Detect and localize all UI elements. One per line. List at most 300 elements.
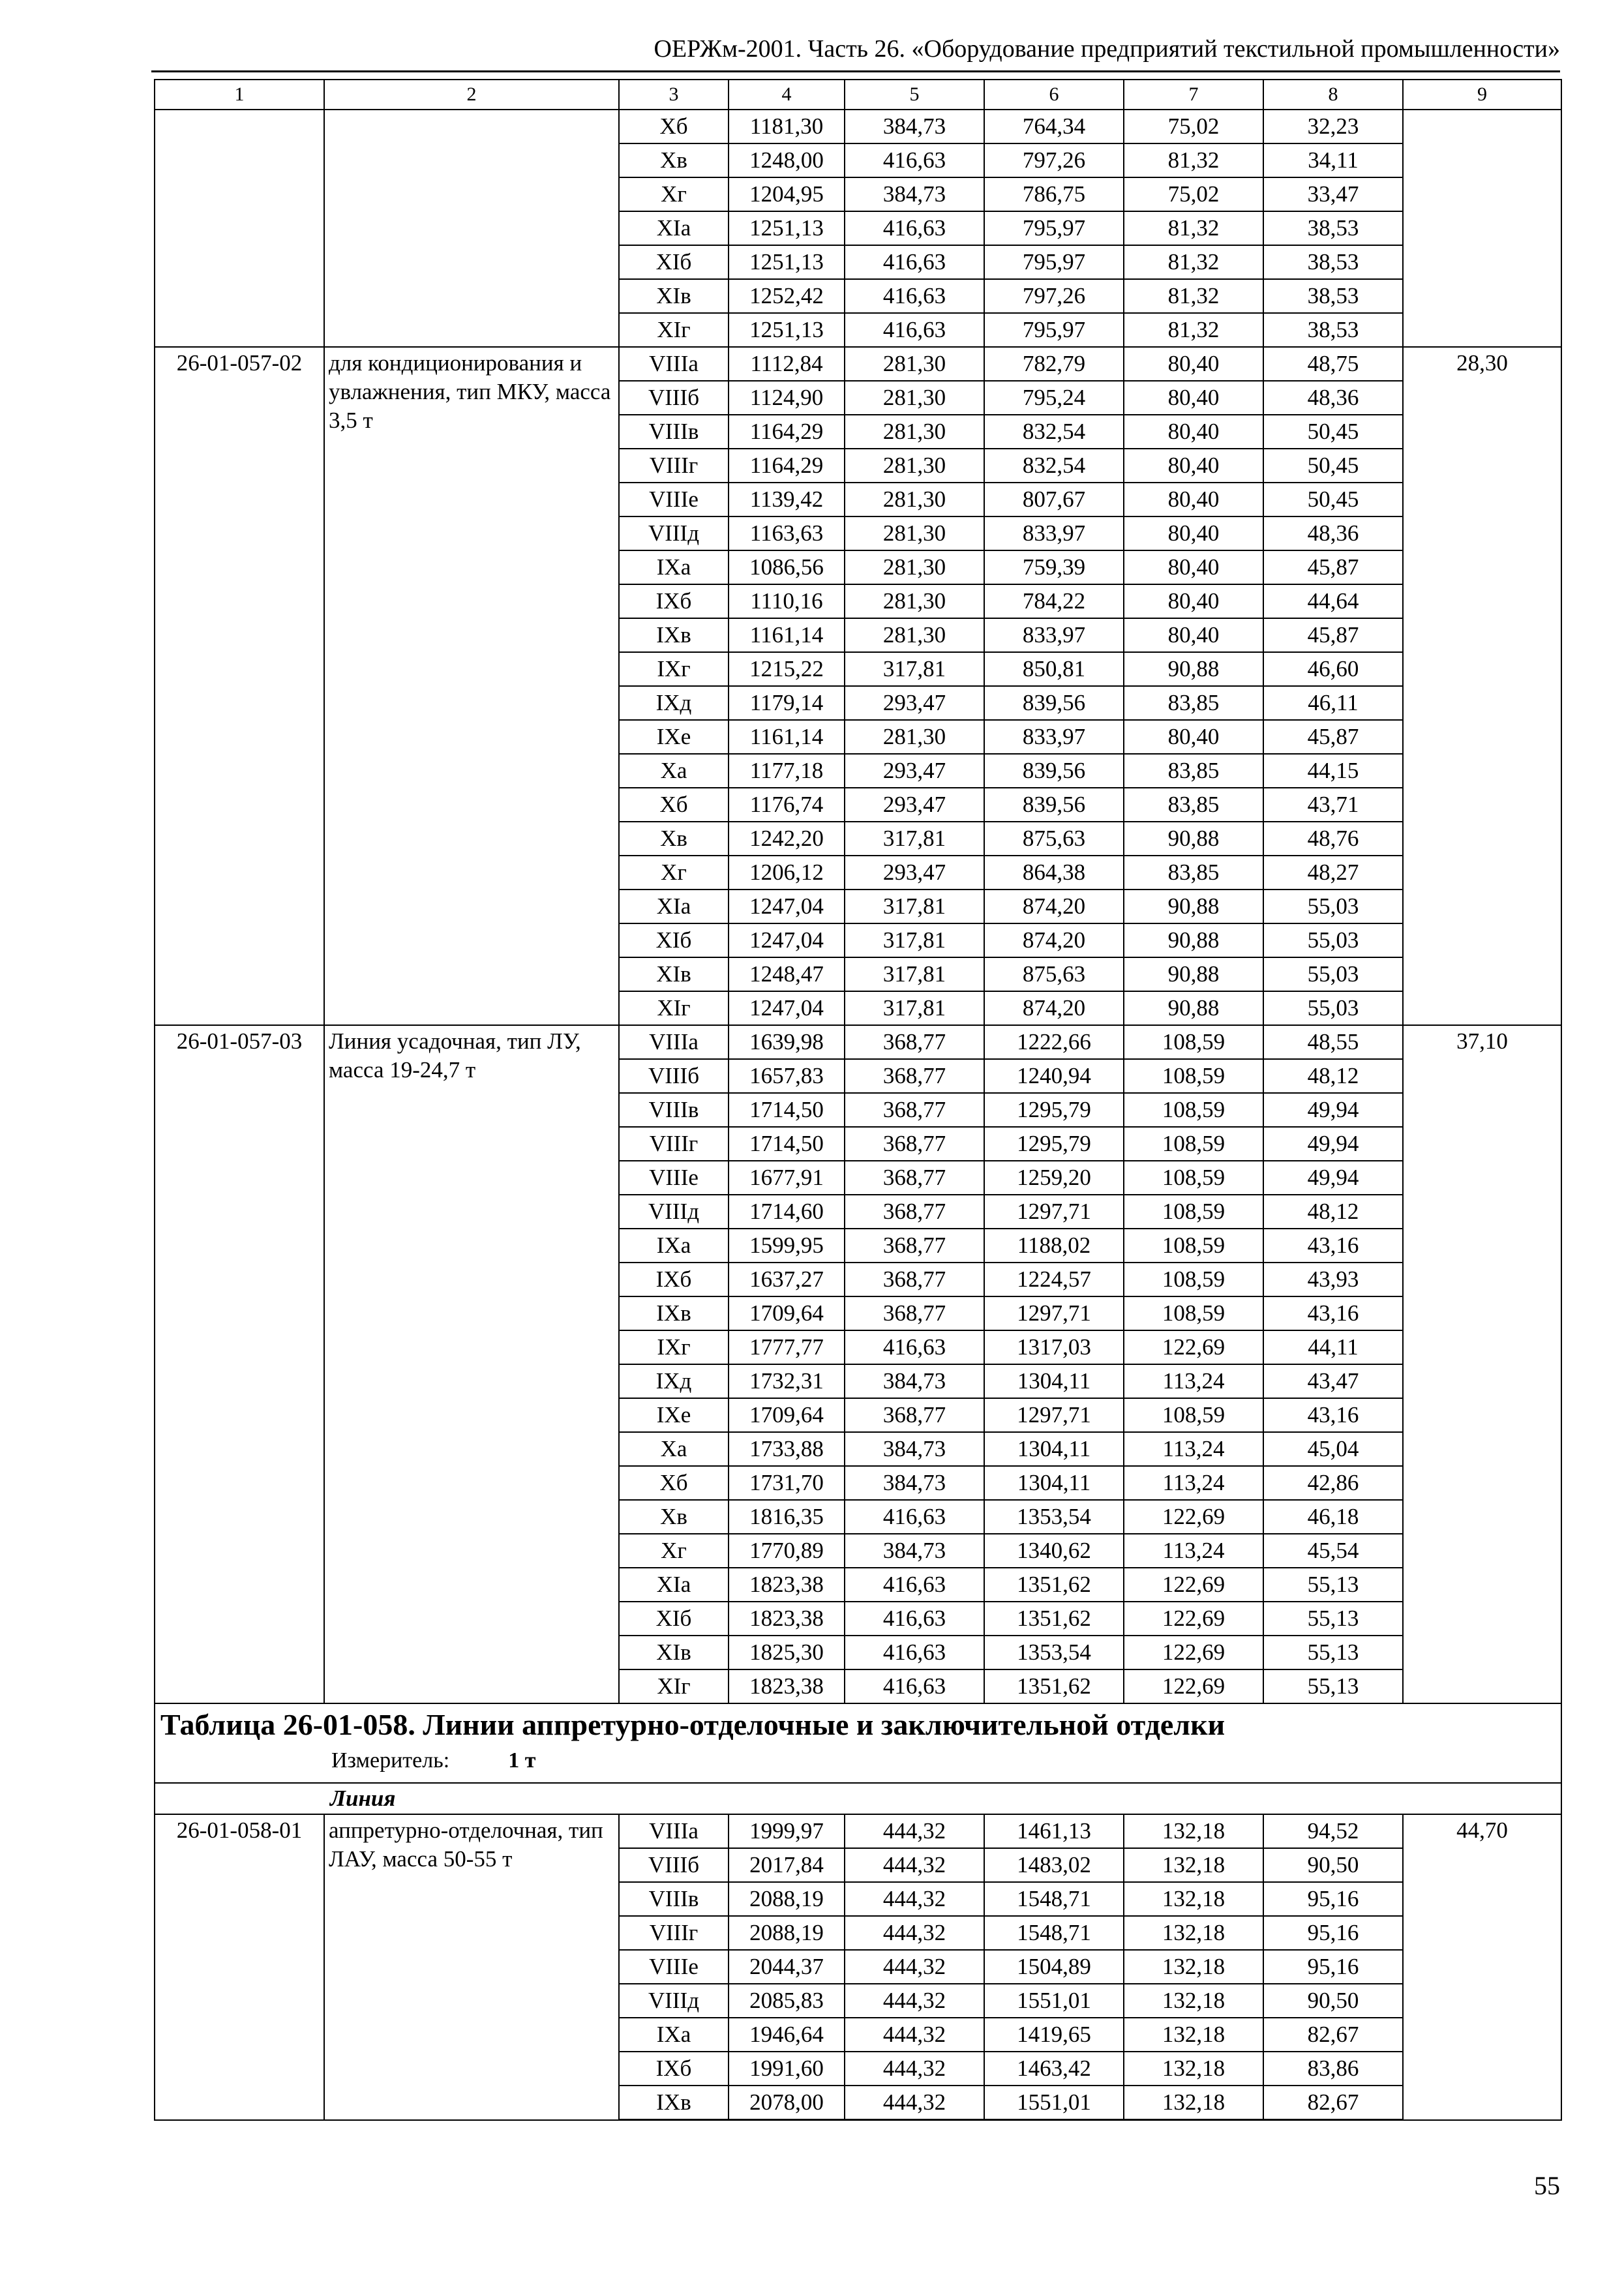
value-cell: 281,30 (845, 483, 984, 516)
region-cell: Хг (619, 856, 729, 890)
value-cell: 1637,27 (729, 1263, 845, 1296)
region-cell: VIIIд (619, 1195, 729, 1229)
value-cell: 1825,30 (729, 1636, 845, 1669)
value-cell: 80,40 (1124, 449, 1263, 483)
value-cell: 1770,89 (729, 1534, 845, 1568)
value-cell: 43,71 (1263, 788, 1403, 822)
value-cell: 95,16 (1263, 1950, 1403, 1984)
value-cell: 80,40 (1124, 516, 1263, 550)
region-cell: ХIв (619, 1636, 729, 1669)
region-cell: IХв (619, 2086, 729, 2120)
value-cell: 108,59 (1124, 1296, 1263, 1330)
value-cell: 1161,14 (729, 720, 845, 754)
region-cell: IХа (619, 2018, 729, 2052)
region-cell: VIIIд (619, 1984, 729, 2018)
region-cell: VIIIб (619, 381, 729, 415)
column-number: 5 (845, 80, 984, 110)
value-cell: 43,47 (1263, 1364, 1403, 1398)
region-cell: IХе (619, 720, 729, 754)
value-cell: 874,20 (984, 890, 1124, 923)
value-cell: 38,53 (1263, 245, 1403, 279)
value-cell: 795,97 (984, 313, 1124, 347)
region-cell: IХв (619, 1296, 729, 1330)
value-cell: 1297,71 (984, 1195, 1124, 1229)
value-cell: 132,18 (1124, 2018, 1263, 2052)
region-cell: ХIг (619, 991, 729, 1025)
value-cell: 416,63 (845, 245, 984, 279)
value-cell: 281,30 (845, 618, 984, 652)
value-cell: 2044,37 (729, 1950, 845, 1984)
value-cell: 80,40 (1124, 720, 1263, 754)
value-cell: 317,81 (845, 991, 984, 1025)
value-cell: 1732,31 (729, 1364, 845, 1398)
value-cell: 1419,65 (984, 2018, 1124, 2052)
value-cell: 38,53 (1263, 313, 1403, 347)
value-cell: 45,54 (1263, 1534, 1403, 1568)
value-cell: 48,36 (1263, 381, 1403, 415)
value-cell: 34,11 (1263, 143, 1403, 177)
value-cell: 368,77 (845, 1229, 984, 1263)
unit-line (331, 1746, 1561, 1776)
unit-value: 1 т (508, 1748, 536, 1773)
region-cell: VIIIе (619, 483, 729, 516)
column-number: 7 (1124, 80, 1263, 110)
value-cell: 32,23 (1263, 110, 1403, 143)
region-cell: ХIв (619, 957, 729, 991)
value-cell: 108,59 (1124, 1195, 1263, 1229)
resource-code-cell: 26-01-058-01 (155, 1814, 324, 2120)
value-cell: 75,02 (1124, 177, 1263, 211)
value-cell: 1483,02 (984, 1848, 1124, 1882)
value-cell: 1714,50 (729, 1093, 845, 1127)
value-cell: 113,24 (1124, 1432, 1263, 1466)
value-cell: 1639,98 (729, 1025, 845, 1059)
equipment-name-cell (324, 110, 619, 347)
value-cell: 108,59 (1124, 1059, 1263, 1093)
value-cell: 83,85 (1124, 856, 1263, 890)
region-cell: ХIа (619, 1568, 729, 1602)
value-cell: 1204,95 (729, 177, 845, 211)
value-cell: 874,20 (984, 991, 1124, 1025)
value-cell: 1240,94 (984, 1059, 1124, 1093)
value-cell: 416,63 (845, 211, 984, 245)
value-cell: 839,56 (984, 754, 1124, 788)
table-title-row (155, 1703, 1561, 1783)
value-cell: 1714,60 (729, 1195, 845, 1229)
value-cell: 50,45 (1263, 449, 1403, 483)
value-cell: 1463,42 (984, 2052, 1124, 2086)
value-cell: 317,81 (845, 822, 984, 856)
value-cell: 83,85 (1124, 788, 1263, 822)
region-cell: VIIIа (619, 1814, 729, 1848)
value-cell: 1224,57 (984, 1263, 1124, 1296)
value-cell: 444,32 (845, 1984, 984, 2018)
value-cell: 132,18 (1124, 2052, 1263, 2086)
value-cell: 81,32 (1124, 245, 1263, 279)
value-cell: 1351,62 (984, 1669, 1124, 1703)
value-cell: 1215,22 (729, 652, 845, 686)
value-cell: 795,24 (984, 381, 1124, 415)
value-cell: 55,13 (1263, 1636, 1403, 1669)
value-cell: 1548,71 (984, 1882, 1124, 1916)
value-cell: 90,88 (1124, 923, 1263, 957)
value-cell: 368,77 (845, 1025, 984, 1059)
value-cell: 43,16 (1263, 1296, 1403, 1330)
value-cell: 108,59 (1124, 1263, 1263, 1296)
value-cell: 281,30 (845, 720, 984, 754)
region-cell: ХIв (619, 279, 729, 313)
value-cell: 48,36 (1263, 516, 1403, 550)
value-cell: 1317,03 (984, 1330, 1124, 1364)
value-cell: 368,77 (845, 1398, 984, 1432)
value-cell: 33,47 (1263, 177, 1403, 211)
value-cell: 444,32 (845, 1848, 984, 1882)
value-cell: 132,18 (1124, 1950, 1263, 1984)
value-cell: 45,87 (1263, 618, 1403, 652)
value-cell: 90,88 (1124, 822, 1263, 856)
value-cell: 293,47 (845, 754, 984, 788)
value-cell: 1777,77 (729, 1330, 845, 1364)
value-cell: 1657,83 (729, 1059, 845, 1093)
value-cell: 384,73 (845, 177, 984, 211)
value-cell: 132,18 (1124, 1882, 1263, 1916)
column-number-row (155, 80, 1561, 110)
value-cell: 45,87 (1263, 720, 1403, 754)
value-cell: 1164,29 (729, 449, 845, 483)
table-row (155, 347, 1561, 381)
value-cell: 1242,20 (729, 822, 845, 856)
value-cell: 2088,19 (729, 1916, 845, 1950)
table-title-cell (155, 1703, 1561, 1783)
value-cell: 80,40 (1124, 483, 1263, 516)
value-cell: 55,13 (1263, 1669, 1403, 1703)
value-cell: 317,81 (845, 923, 984, 957)
region-cell: ХIг (619, 313, 729, 347)
value-cell: 48,76 (1263, 822, 1403, 856)
value-cell: 83,86 (1263, 2052, 1403, 2086)
value-cell: 416,63 (845, 279, 984, 313)
value-cell: 1351,62 (984, 1568, 1124, 1602)
value-cell: 90,88 (1124, 652, 1263, 686)
value-cell: 317,81 (845, 652, 984, 686)
value-cell: 81,32 (1124, 143, 1263, 177)
value-cell: 368,77 (845, 1161, 984, 1195)
value-cell: 1124,90 (729, 381, 845, 415)
region-cell: IХг (619, 652, 729, 686)
region-cell: ХIб (619, 923, 729, 957)
value-cell: 1548,71 (984, 1916, 1124, 1950)
value-cell: 83,85 (1124, 686, 1263, 720)
region-cell: VIIIг (619, 1127, 729, 1161)
region-cell: Ха (619, 1432, 729, 1466)
value-cell: 55,03 (1263, 991, 1403, 1025)
subheading-cell (155, 1783, 1561, 1814)
value-cell: 1709,64 (729, 1296, 845, 1330)
value-cell: 368,77 (845, 1093, 984, 1127)
value-cell: 1353,54 (984, 1500, 1124, 1534)
value-cell: 55,13 (1263, 1568, 1403, 1602)
value-cell: 43,93 (1263, 1263, 1403, 1296)
region-cell: ХIа (619, 890, 729, 923)
value-cell: 1733,88 (729, 1432, 845, 1466)
table-row (155, 1025, 1561, 1059)
value-cell: 416,63 (845, 1669, 984, 1703)
value-cell: 1252,42 (729, 279, 845, 313)
value-cell: 759,39 (984, 550, 1124, 584)
region-cell: VIIIб (619, 1059, 729, 1093)
value-cell: 122,69 (1124, 1602, 1263, 1636)
table-title: Таблица 26-01-058. Линии аппретурно-отделочные и заключительной отделки (160, 1708, 1226, 1741)
value-cell: 2088,19 (729, 1882, 845, 1916)
value-cell: 368,77 (845, 1263, 984, 1296)
value-cell: 384,73 (845, 1466, 984, 1500)
value-cell: 1206,12 (729, 856, 845, 890)
value-cell: 281,30 (845, 449, 984, 483)
page-number: 55 (1534, 2171, 1560, 2200)
value-cell: 132,18 (1124, 1848, 1263, 1882)
value-cell: 795,97 (984, 245, 1124, 279)
value-cell: 384,73 (845, 110, 984, 143)
column-number: 6 (984, 80, 1124, 110)
region-cell: Хв (619, 143, 729, 177)
value-cell: 833,97 (984, 618, 1124, 652)
value-cell: 44,64 (1263, 584, 1403, 618)
equipment-name-cell: аппретурно-отделочная, тип ЛАУ, масса 50-55 т (324, 1814, 619, 2120)
value-cell: 48,27 (1263, 856, 1403, 890)
value-cell: 368,77 (845, 1296, 984, 1330)
value-cell: 90,88 (1124, 991, 1263, 1025)
region-cell: Хг (619, 177, 729, 211)
value-cell: 1297,71 (984, 1398, 1124, 1432)
value-cell: 1297,71 (984, 1296, 1124, 1330)
value-cell: 281,30 (845, 381, 984, 415)
value-cell: 1304,11 (984, 1432, 1124, 1466)
column-9-cell: 37,10 (1403, 1025, 1561, 1703)
value-cell: 444,32 (845, 1916, 984, 1950)
value-cell: 1176,74 (729, 788, 845, 822)
value-cell: 81,32 (1124, 279, 1263, 313)
value-cell: 80,40 (1124, 584, 1263, 618)
value-cell: 384,73 (845, 1432, 984, 1466)
region-cell: VIIIа (619, 347, 729, 381)
value-cell: 1304,11 (984, 1466, 1124, 1500)
value-cell: 81,32 (1124, 211, 1263, 245)
region-cell: Хб (619, 110, 729, 143)
region-cell: IХв (619, 618, 729, 652)
value-cell: 38,53 (1263, 279, 1403, 313)
value-cell: 122,69 (1124, 1568, 1263, 1602)
value-cell: 43,16 (1263, 1229, 1403, 1263)
value-cell: 95,16 (1263, 1882, 1403, 1916)
region-cell: IХб (619, 2052, 729, 2086)
value-cell: 416,63 (845, 313, 984, 347)
value-cell: 50,45 (1263, 483, 1403, 516)
value-cell: 108,59 (1124, 1161, 1263, 1195)
column-number: 3 (619, 80, 729, 110)
region-cell: IХа (619, 1229, 729, 1263)
region-cell: Хг (619, 1534, 729, 1568)
value-cell: 795,97 (984, 211, 1124, 245)
value-cell: 1946,64 (729, 2018, 845, 2052)
value-cell: 49,94 (1263, 1127, 1403, 1161)
region-cell: VIIIб (619, 1848, 729, 1882)
value-cell: 1086,56 (729, 550, 845, 584)
value-cell: 1139,42 (729, 483, 845, 516)
value-cell: 1295,79 (984, 1127, 1124, 1161)
value-cell: 1351,62 (984, 1602, 1124, 1636)
value-cell: 2085,83 (729, 1984, 845, 2018)
value-cell: 368,77 (845, 1127, 984, 1161)
value-cell: 90,88 (1124, 890, 1263, 923)
column-9-cell: 28,30 (1403, 347, 1561, 1025)
value-cell: 108,59 (1124, 1398, 1263, 1432)
value-cell: 43,16 (1263, 1398, 1403, 1432)
value-cell: 807,67 (984, 483, 1124, 516)
value-cell: 444,32 (845, 2086, 984, 2120)
region-cell: IХд (619, 1364, 729, 1398)
value-cell: 113,24 (1124, 1466, 1263, 1500)
value-cell: 1188,02 (984, 1229, 1124, 1263)
value-cell: 75,02 (1124, 110, 1263, 143)
value-cell: 108,59 (1124, 1025, 1263, 1059)
value-cell: 80,40 (1124, 381, 1263, 415)
value-cell: 1714,50 (729, 1127, 845, 1161)
value-cell: 90,50 (1263, 1984, 1403, 2018)
value-cell: 416,63 (845, 1330, 984, 1364)
column-number: 1 (155, 80, 324, 110)
column-9-cell: 44,70 (1403, 1814, 1561, 2120)
value-cell: 1823,38 (729, 1602, 845, 1636)
region-cell: Хв (619, 822, 729, 856)
region-cell: Хб (619, 788, 729, 822)
equipment-name-cell: Линия усадочная, тип ЛУ, масса 19-24,7 т (324, 1025, 619, 1703)
value-cell: 444,32 (845, 2052, 984, 2086)
region-cell: Хб (619, 1466, 729, 1500)
value-cell: 317,81 (845, 957, 984, 991)
header-rule (151, 70, 1560, 72)
subheading: Линия (330, 1786, 396, 1811)
value-cell: 55,03 (1263, 957, 1403, 991)
region-cell: ХIа (619, 211, 729, 245)
value-cell: 2017,84 (729, 1848, 845, 1882)
value-cell: 1163,63 (729, 516, 845, 550)
value-cell: 83,85 (1124, 754, 1263, 788)
value-cell: 2078,00 (729, 2086, 845, 2120)
region-cell: VIIIг (619, 1916, 729, 1950)
value-cell: 1816,35 (729, 1500, 845, 1534)
region-cell: IХд (619, 686, 729, 720)
value-cell: 833,97 (984, 516, 1124, 550)
value-cell: 1999,97 (729, 1814, 845, 1848)
value-cell: 784,22 (984, 584, 1124, 618)
value-cell: 113,24 (1124, 1534, 1263, 1568)
running-header: ОЕРЖм-2001. Часть 26. «Оборудование предприятий текстильной промышленности» (654, 35, 1560, 63)
value-cell: 875,63 (984, 957, 1124, 991)
value-cell: 1251,13 (729, 313, 845, 347)
unit-label: Измеритель: (331, 1748, 450, 1773)
rates-table (154, 79, 1562, 2121)
value-cell: 416,63 (845, 1636, 984, 1669)
subheading-row (155, 1783, 1561, 1814)
value-cell: 1259,20 (984, 1161, 1124, 1195)
value-cell: 122,69 (1124, 1500, 1263, 1534)
value-cell: 1164,29 (729, 415, 845, 449)
value-cell: 1461,13 (984, 1814, 1124, 1848)
value-cell: 81,32 (1124, 313, 1263, 347)
value-cell: 80,40 (1124, 347, 1263, 381)
resource-code-cell (155, 110, 324, 347)
value-cell: 1251,13 (729, 245, 845, 279)
value-cell: 764,34 (984, 110, 1124, 143)
value-cell: 55,03 (1263, 923, 1403, 957)
value-cell: 1551,01 (984, 2086, 1124, 2120)
value-cell: 416,63 (845, 1602, 984, 1636)
value-cell: 317,81 (845, 890, 984, 923)
value-cell: 1248,00 (729, 143, 845, 177)
value-cell: 132,18 (1124, 1814, 1263, 1848)
value-cell: 90,88 (1124, 957, 1263, 991)
value-cell: 368,77 (845, 1059, 984, 1093)
value-cell: 46,60 (1263, 652, 1403, 686)
value-cell: 46,11 (1263, 686, 1403, 720)
region-cell: IХа (619, 550, 729, 584)
value-cell: 108,59 (1124, 1127, 1263, 1161)
region-cell: IХе (619, 1398, 729, 1432)
value-cell: 293,47 (845, 856, 984, 890)
value-cell: 42,86 (1263, 1466, 1403, 1500)
value-cell: 48,12 (1263, 1195, 1403, 1229)
value-cell: 44,11 (1263, 1330, 1403, 1364)
value-cell: 1247,04 (729, 923, 845, 957)
column-number: 9 (1403, 80, 1561, 110)
value-cell: 832,54 (984, 415, 1124, 449)
value-cell: 797,26 (984, 143, 1124, 177)
region-cell: VIIIв (619, 415, 729, 449)
value-cell: 132,18 (1124, 1916, 1263, 1950)
value-cell: 1179,14 (729, 686, 845, 720)
resource-code-cell: 26-01-057-02 (155, 347, 324, 1025)
value-cell: 444,32 (845, 2018, 984, 2052)
value-cell: 1112,84 (729, 347, 845, 381)
value-cell: 416,63 (845, 1500, 984, 1534)
value-cell: 416,63 (845, 143, 984, 177)
region-cell: Хв (619, 1500, 729, 1534)
value-cell: 50,45 (1263, 415, 1403, 449)
region-cell: Ха (619, 754, 729, 788)
value-cell: 1110,16 (729, 584, 845, 618)
region-cell: VIIIе (619, 1950, 729, 1984)
region-cell: ХIб (619, 245, 729, 279)
value-cell: 1991,60 (729, 2052, 845, 2086)
region-cell: VIIIа (619, 1025, 729, 1059)
value-cell: 1247,04 (729, 890, 845, 923)
value-cell: 839,56 (984, 788, 1124, 822)
region-cell: VIIIе (619, 1161, 729, 1195)
table-body (155, 80, 1561, 2120)
region-cell: IХб (619, 584, 729, 618)
value-cell: 122,69 (1124, 1669, 1263, 1703)
value-cell: 55,13 (1263, 1602, 1403, 1636)
value-cell: 90,50 (1263, 1848, 1403, 1882)
value-cell: 797,26 (984, 279, 1124, 313)
column-number: 8 (1263, 80, 1403, 110)
value-cell: 1222,66 (984, 1025, 1124, 1059)
value-cell: 850,81 (984, 652, 1124, 686)
region-cell: IХг (619, 1330, 729, 1364)
value-cell: 1177,18 (729, 754, 845, 788)
value-cell: 281,30 (845, 415, 984, 449)
column-number: 2 (324, 80, 619, 110)
